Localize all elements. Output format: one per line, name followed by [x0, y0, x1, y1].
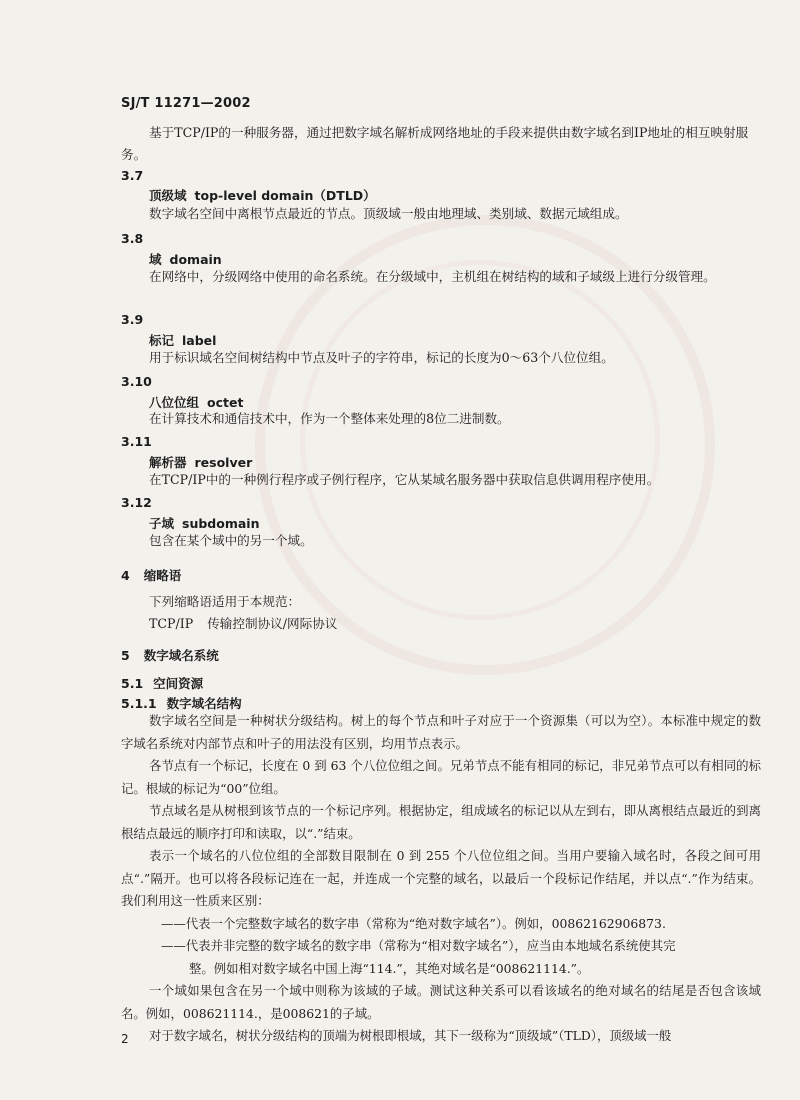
- term-en: top-level domain（DTLD）: [194, 188, 376, 203]
- paragraph: 数字域名空间是一种树状分级结构。树上的每个节点和叶子对应于一个资源集（可以为空）。本标准中规定的数字域名系统对内部节点和叶子的用法没有区别，均用节点表示。: [121, 713, 761, 751]
- term-number-3-12: 3.12: [121, 495, 152, 510]
- term-definition-3-7: 数字域名空间中离根节点最近的节点。顶级域一般由地理域、类别域、数据元域组成。: [149, 206, 628, 221]
- section-5-1-heading: [121, 674, 203, 692]
- section-title: 数字域名结构: [166, 696, 242, 711]
- term-en: subdomain: [182, 516, 260, 531]
- term-number-3-7: 3.7: [121, 168, 144, 183]
- section-number: 5.1.1: [121, 696, 157, 711]
- paragraph: 表示一个域名的八位位组的全部数目限制在 0 到 255 个八位位组之间。当用户要输入域名时，各段之间可用点“.”隔开。也可以将各段标记连在一起，并连成一个完整的域名，以最后一个段标记作结尾，并以点“.”作为结束。我们利用这一性质来区别：: [121, 848, 761, 908]
- term-en: label: [182, 333, 217, 348]
- term-en: domain: [169, 252, 222, 267]
- term-definition-3-8: 在网络中，分级网络中使用的命名系统。在分级域中，主机组在树结构的域和子域级上进行分级管理。: [149, 269, 716, 284]
- term-zh: 顶级域: [149, 188, 187, 203]
- term-definition-3-9: 用于标识域名空间树结构中节点及叶子的字符串，标记的长度为0～63个八位位组。: [149, 350, 614, 365]
- term-zh: 域: [149, 252, 162, 267]
- section-number: 5.1: [121, 676, 144, 691]
- abbr-description: 传输控制协议/网际协议: [207, 616, 338, 631]
- term-definition-3-12: 包含在某个域中的另一个域。: [149, 533, 313, 548]
- abbr-row: [149, 613, 337, 632]
- term-definition-3-11: 在TCP/IP中的一种例行程序或子例行程序，它从某域名服务器中获取信息供调用程序使用。: [149, 472, 660, 487]
- abbr-lead: 下列缩略语适用于本规范：: [149, 594, 301, 609]
- dash-item: ——代表一个完整数字域名的数字串（常称为“绝对数字域名”）。例如，00862162906873.: [161, 915, 666, 931]
- section-title: 缩略语: [143, 568, 182, 583]
- dash-item-continued: 整。例如相对数字域名中国上海“114.”，其绝对域名是“008621114.”。: [189, 960, 590, 976]
- term-number-3-10: 3.10: [121, 374, 152, 389]
- term-definition-3-10: 在计算技术和通信技术中，作为一个整体来处理的8位二进制数。: [149, 411, 510, 426]
- section-5-1-1-body: [121, 710, 761, 1048]
- term-title-3-7: [149, 186, 376, 204]
- paragraph: 对于数字域名，树状分级结构的顶端为树根即根域，其下一级称为“顶级域”（TLD），顶级域一般: [149, 1028, 672, 1043]
- term-zh: 子域: [149, 516, 175, 531]
- paragraph: 节点域名是从树根到该节点的一个标记序列。根据协定，组成域名的标记以从左到右，即从离根结点最近的到离根结点最远的顺序打印和读取，以“.”结束。: [121, 803, 761, 841]
- abbr-term: TCP/IP: [149, 616, 194, 631]
- intro-paragraph: 基于TCP/IP的一种服务器，通过把数字域名解析成网络地址的手段来提供由数字域名到IP地址的相互映射服务。: [121, 125, 749, 162]
- section-title: 空间资源: [153, 676, 204, 691]
- term-en: resolver: [194, 455, 253, 470]
- paragraph: 各节点有一个标记，长度在 0 到 63 个八位位组之间。兄弟节点不能有相同的标记，非兄弟节点可以有相同的标记。根域的标记为“00”位组。: [121, 758, 761, 796]
- term-number-3-9: 3.9: [121, 312, 144, 327]
- paragraph: 一个域如果包含在另一个域中则称为该域的子域。测试这种关系可以看该域名的绝对域名的结尾是否包含该域名。例如，008621114.，是008621的子域。: [121, 983, 761, 1021]
- term-number-3-8: 3.8: [121, 231, 144, 246]
- term-zh: 八位位组: [149, 395, 200, 410]
- section-number: 5: [121, 648, 130, 663]
- term-zh: 解析器: [149, 455, 187, 470]
- term-number-3-11: 3.11: [121, 434, 152, 449]
- term-en: octet: [207, 395, 244, 410]
- page-number: 2: [121, 1032, 129, 1046]
- dash-item: ——代表并非完整的数字域名的数字串（常称为“相对数字域名”），应当由本地域名系统使其完: [161, 938, 676, 953]
- faded-seal-inner-ring: [300, 260, 660, 620]
- section-number: 4: [121, 568, 130, 583]
- term-zh: 标记: [149, 333, 175, 348]
- section-5-heading: [121, 646, 219, 664]
- section-4-heading: [121, 566, 181, 584]
- section-title: 数字域名系统: [143, 648, 219, 663]
- standard-code-header: SJ/T 11271—2002: [121, 96, 251, 111]
